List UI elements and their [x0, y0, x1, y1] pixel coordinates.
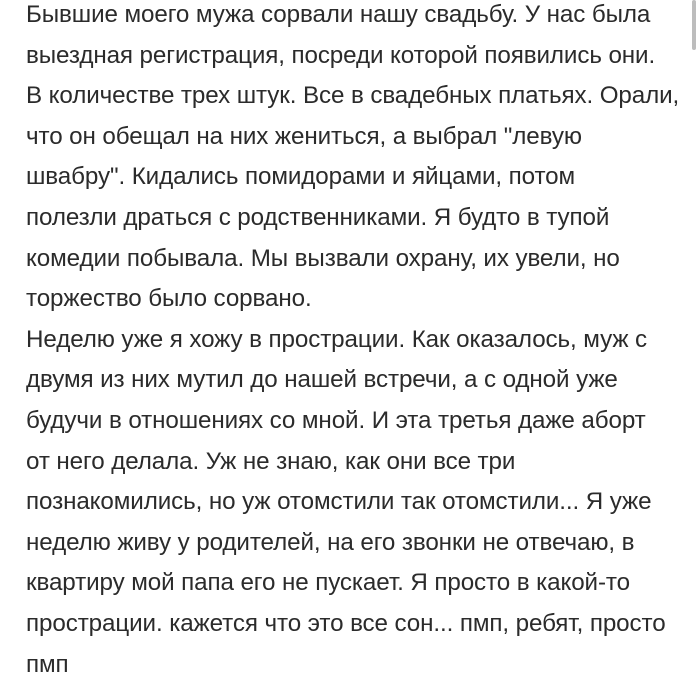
text-line: В количестве трех штук. Все в свадебных платьях. Орали,: [26, 82, 680, 110]
text-line: двумя из них мутил до нашей встречи, а с одной уже: [26, 366, 618, 394]
text-line: что он обещал на них жениться, а выбрал "левую: [26, 122, 582, 150]
text-line: познакомились, но уж отомстили так отомстили... Я уже: [26, 488, 652, 516]
text-line: неделю живу у родителей, на его звонки не отвечаю, в: [26, 528, 635, 556]
text-line: будучи в отношениях со мной. И эта третья даже аборт: [26, 406, 646, 434]
text-line: полезли драться с родственниками. Я будто в тупой: [26, 203, 610, 231]
text-line: выездная регистрация, посреди которой появились они.: [26, 41, 656, 69]
text-line: прострации. кажется что это все сон... пмп, ребят, просто: [26, 609, 666, 637]
text-line: Бывшие моего мужа сорвали нашу свадьбу. У нас была: [26, 1, 651, 28]
text-line: торжество было сорвано.: [26, 285, 312, 313]
text-line: квартиру мой папа его не пускает. Я просто в какой-то: [26, 569, 630, 597]
text-line: от него делала. Уж не знаю, как они все три: [26, 447, 516, 475]
text-line: швабру". Кидались помидорами и яйцами, потом: [26, 163, 576, 191]
text-line: комедии побывала. Мы вызвали охрану, их увели, но: [26, 244, 620, 272]
post-text: [26, 0, 686, 685]
scrollbar-thumb[interactable]: [692, 0, 696, 50]
text-line: Неделю уже я хожу в прострации. Как оказалось, муж с: [26, 325, 648, 353]
text-line: пмп: [26, 650, 69, 678]
